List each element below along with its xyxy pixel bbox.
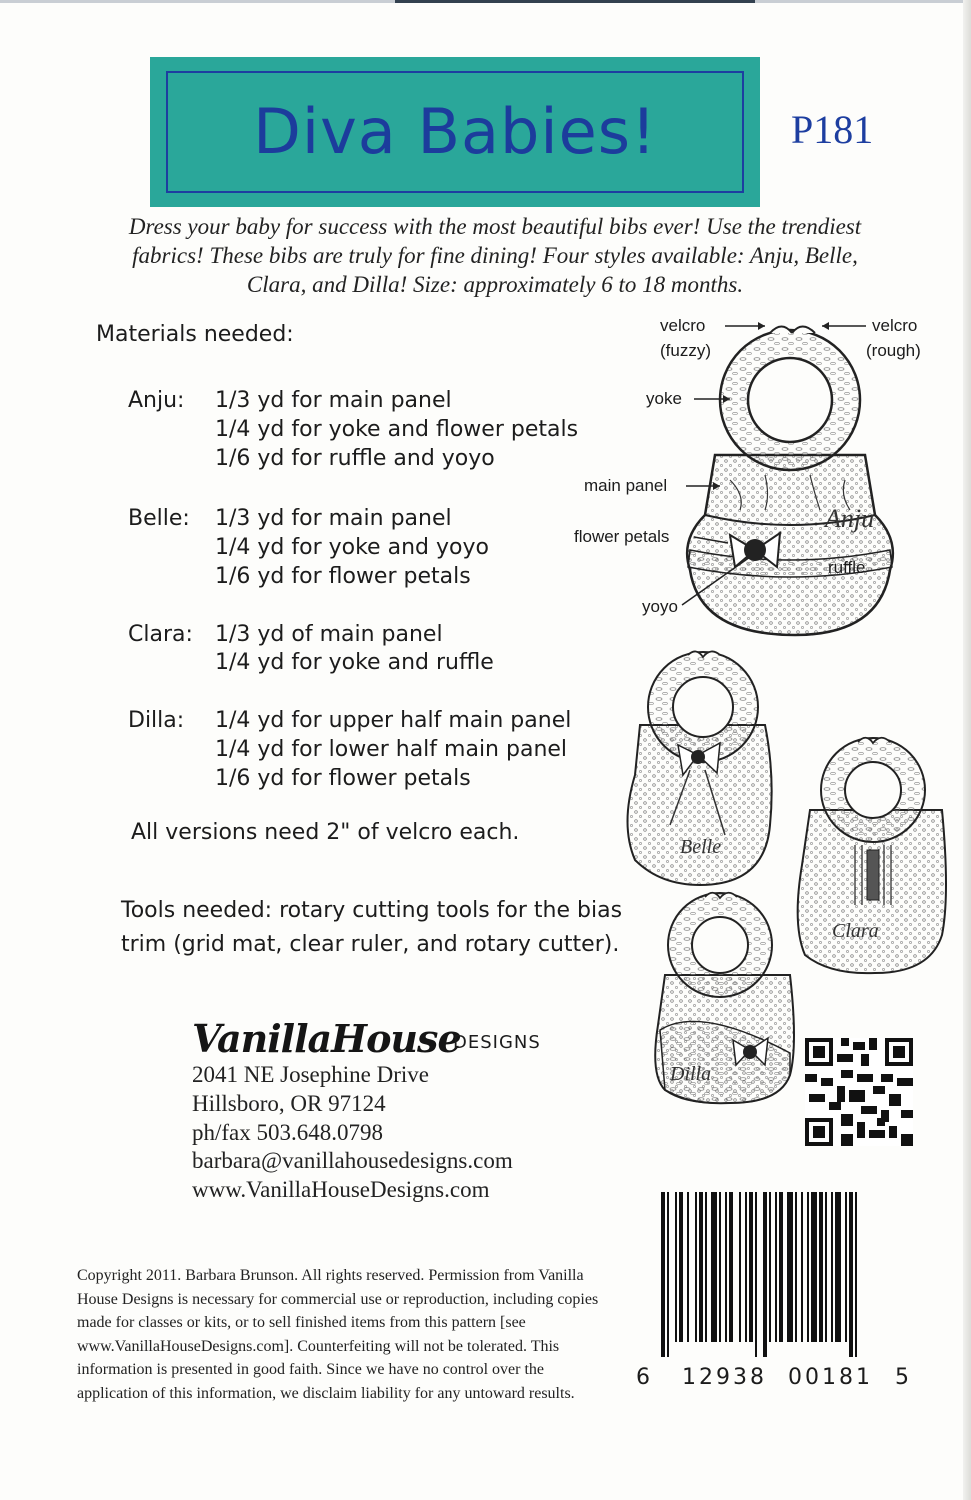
- intro-text: Dress your baby for success with the most beautiful bibs ever! Use the trendiest fabrics! These bibs are truly for fine dining! Four styles available: Anju, Belle, Clara, and Dilla! Size: approximately 6 to 18 months.: [128, 214, 862, 297]
- bib-name-clara: Clara: [832, 920, 879, 942]
- style-label-anju: Anju:: [128, 388, 185, 413]
- tools-text: Tools needed: rotary cutting tools for the bias trim (grid mat, clear ruler, and rotary cutter).: [121, 898, 623, 957]
- material-line: 1/4 yd for lower half main panel: [215, 737, 568, 762]
- website-line: www.VanillaHouseDesigns.com: [192, 1177, 490, 1202]
- barcode-digit-last: 5: [895, 1365, 909, 1390]
- style-label-belle: Belle:: [128, 506, 190, 531]
- clara-bib: [798, 738, 946, 973]
- material-line: 1/4 yd for yoke and yoyo: [215, 535, 489, 560]
- material-line: 1/4 yd for yoke and flower petals: [215, 417, 579, 442]
- page-title: Diva Babies!: [253, 95, 657, 168]
- label-flower-petals: flower petals: [574, 527, 670, 546]
- label-rough: (rough): [866, 341, 921, 360]
- top-edge: [0, 0, 971, 3]
- copyright-notice: Copyright 2011. Barbara Brunson. All rights reserved. Permission from Vanilla House Designs is necessary for commercial use or reproduction, including copies made for classes or kits, or to sell finished items from this pattern [see www.VanillaHouseDesigns.com]. Counterfeiting will not be tolerated. This information is presented in good faith. Since we have no control over the application of this information, we disclaim liability for any untoward results.: [77, 1267, 599, 1402]
- title-frame: [166, 71, 744, 193]
- label-ruffle: ruffle: [828, 558, 866, 577]
- style-label-clara: Clara:: [128, 622, 193, 647]
- label-yoyo: yoyo: [642, 597, 678, 616]
- materials-heading: Materials needed:: [96, 322, 294, 347]
- material-line: 1/4 yd for yoke and ruffle: [215, 650, 494, 675]
- bib-name-anju: Anju: [825, 504, 875, 533]
- dilla-bib: [655, 893, 794, 1103]
- material-line: 1/6 yd for ruffle and yoyo: [215, 446, 495, 471]
- bib-name-belle: Belle: [680, 836, 722, 858]
- material-line: 1/3 yd of main panel: [215, 622, 443, 647]
- company-logo-sub: DESIGNS: [453, 1032, 541, 1053]
- title-banner: [150, 57, 760, 207]
- bib-illustrations: [570, 305, 970, 1105]
- material-line: 1/3 yd for main panel: [215, 506, 452, 531]
- material-line: 1/6 yd for flower petals: [215, 564, 471, 589]
- pattern-code: P181: [791, 107, 874, 152]
- address-line: 2041 NE Josephine Drive: [192, 1062, 429, 1087]
- phone-line: ph/fax 503.648.0798: [192, 1120, 384, 1145]
- qr-code: [805, 1038, 913, 1146]
- belle-bib: [628, 651, 772, 885]
- label-velcro-fuzzy: velcro: [660, 316, 706, 335]
- barcode-digits-left: 12938: [682, 1365, 767, 1390]
- velcro-note: All versions need 2" of velcro each.: [131, 820, 520, 845]
- material-line: 1/3 yd for main panel: [215, 388, 452, 413]
- barcode: [653, 1192, 923, 1357]
- bib-name-dilla: Dilla: [670, 1063, 712, 1085]
- style-label-dilla: Dilla:: [128, 708, 185, 733]
- label-fuzzy: (fuzzy): [660, 341, 711, 360]
- email-line: barbara@vanillahousedesigns.com: [192, 1148, 513, 1173]
- company-logo: VanillaHouse: [192, 1016, 461, 1061]
- label-velcro-rough: velcro: [872, 316, 918, 335]
- material-line: 1/4 yd for upper half main panel: [215, 708, 572, 733]
- barcode-digit-first: 6: [636, 1365, 650, 1390]
- address-line: Hillsboro, OR 97124: [192, 1091, 386, 1116]
- anju-bib: [687, 327, 893, 636]
- label-yoke: yoke: [646, 389, 682, 408]
- label-main-panel: main panel: [584, 476, 668, 495]
- material-line: 1/6 yd for flower petals: [215, 766, 471, 791]
- barcode-digits-right: 00181: [788, 1365, 873, 1390]
